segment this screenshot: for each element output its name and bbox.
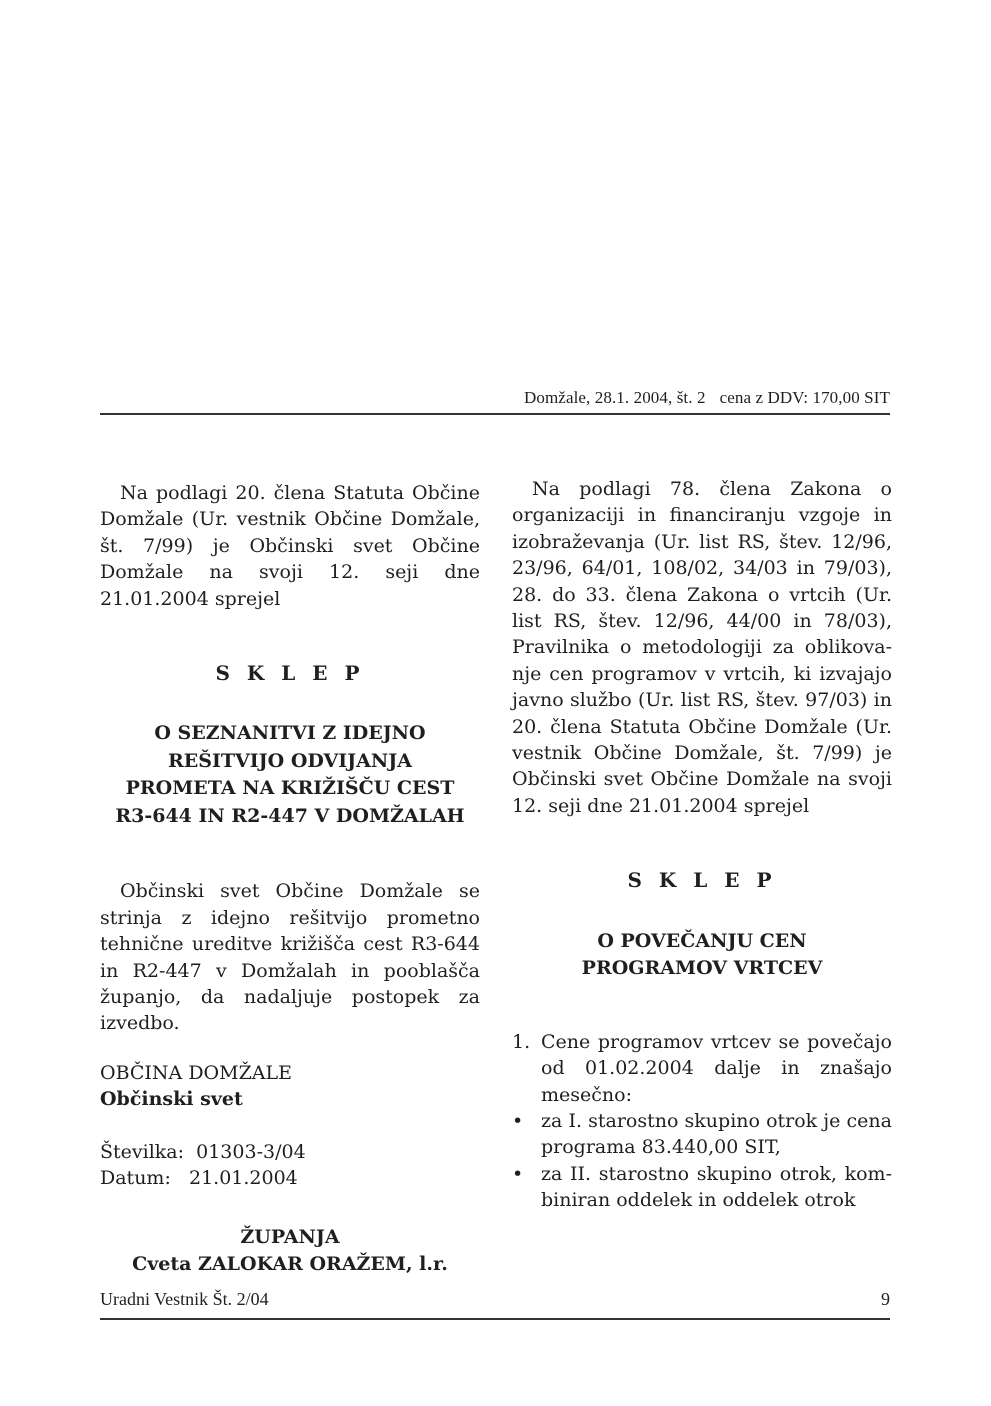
document-date (100, 1165, 480, 1191)
heading-line: PROGRAMOV VRTCEV (581, 957, 823, 980)
list-item-text: za I. starostno skupino otrok je cena programa 83.440,00 SIT, (541, 1109, 892, 1159)
right-decision-heading (512, 928, 892, 983)
header-divider (100, 413, 890, 415)
org-name: OBČINA DOMŽALE (100, 1061, 292, 1084)
number-value: 01303-3/04 (196, 1140, 306, 1163)
date-label: Datum: (100, 1167, 171, 1190)
signer-name: Cveta ZALOKAR ORAŽEM, l.r. (132, 1253, 448, 1275)
left-column (100, 480, 480, 1279)
org-unit: Občinski svet (100, 1088, 243, 1111)
left-body-paragraph: Občinski svet Občine Domžale se strinja z idejno rešitvijo prometno tehnične ureditve križišča cest R3-644 in R2-447 v Domžalah in pooblašča županjo, da nadaljuje postopek za izvedbo. (100, 880, 480, 1035)
list-item (512, 1029, 892, 1108)
footer-divider (100, 1318, 890, 1320)
bullet-icon: • (512, 1162, 524, 1185)
signer-title: ŽUPANJA (240, 1225, 340, 1248)
heading-line: REŠITVIJO ODVIJANJA (168, 749, 412, 772)
signature-block (100, 1224, 480, 1279)
list-item (512, 1108, 892, 1161)
page-header (100, 388, 890, 408)
page-number: 9 (881, 1289, 890, 1309)
list-item-text: za II. starostno skupino otrok, kombiniran oddelek in oddelek otrok (541, 1162, 892, 1212)
bullet-icon: • (512, 1109, 524, 1132)
heading-line: O SEZNANITVI Z IDEJNO (154, 722, 426, 745)
heading-line: O POVEČANJU CEN (597, 929, 807, 952)
list-item (512, 1161, 892, 1214)
price-list (512, 1029, 892, 1214)
right-column (512, 476, 892, 1214)
document-number (100, 1139, 480, 1165)
date-value: 21.01.2004 (188, 1167, 298, 1190)
list-item-text: Cene programov vrtcev se povečajo od 01.02.2004 dalje in znašajo mesečno: (541, 1030, 892, 1106)
number-label: Številka: (100, 1140, 185, 1163)
left-intro-paragraph: Na podlagi 20. člena Statuta Občine Domžale (Ur. vestnik Občine Domžale, št. 7/99) je Občinski svet Občine Domžale na svoji 12. seji dne 21.01.2004 sprejel (100, 482, 480, 610)
list-marker: 1. (512, 1030, 531, 1053)
left-sklep-title: S K L E P (215, 661, 365, 686)
right-sklep-title: S K L E P (627, 868, 777, 893)
price-info: cena z DDV: 170,00 SIT (719, 388, 890, 407)
right-intro-paragraph: Na podlagi 78. člena Zakona o organizaciji in financiranju vzgoje in izobraževanja (Ur. list RS, štev. 12/96, 23/96, 64/01, 108/02, 34/03 in 79/03), 28. do 33. člena Zakona o vrtcih (Ur. list RS, štev. 12/96, 44/00 in 78/03), Pravilnika o metodologiji za oblikovanje cen programov v vrtcih, ki izvajajo javno službo (Ur. list RS, štev. 97/03) in 20. člena Statuta Občine Domžale (Ur. vestnik Občine Domžale, št. 7/99) je Občinski svet Občine Domžale na svoji 12. seji dne 21.01.2004 sprejel (512, 478, 892, 817)
publication-name: Uradni Vestnik Št. 2/04 (100, 1289, 269, 1309)
heading-line: R3-644 IN R2-447 V DOMŽALAH (115, 804, 465, 827)
heading-line: PROMETA NA KRIŽIŠČU CEST (125, 777, 455, 800)
issue-info: Domžale, 28.1. 2004, št. 2 (524, 388, 706, 407)
left-decision-heading (100, 720, 480, 830)
